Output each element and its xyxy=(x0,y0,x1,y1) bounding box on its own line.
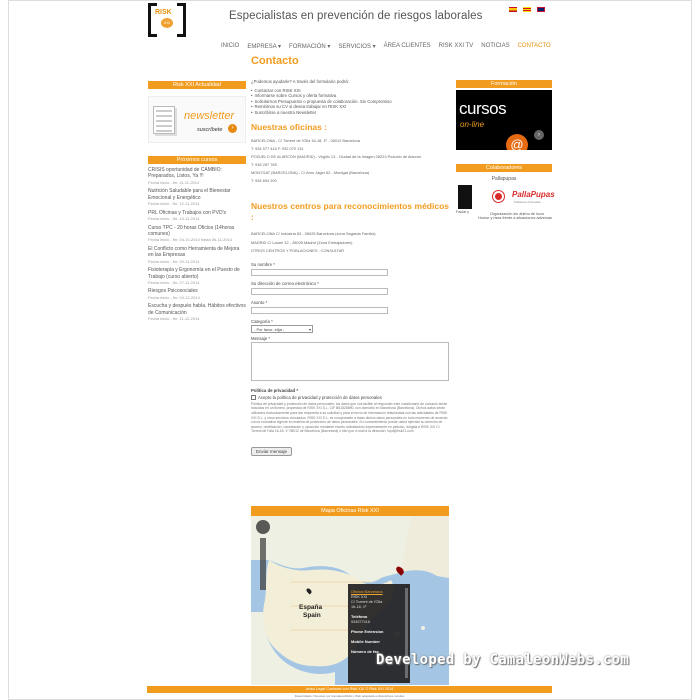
nav-item-inicio[interactable]: INICIO xyxy=(221,43,240,49)
map-pan-control[interactable] xyxy=(256,520,270,534)
nav-item-risk-tv[interactable]: RISK XXI TV xyxy=(438,43,474,49)
collaborator-text: Organización sin ánimo de lucro xyxy=(490,212,545,216)
map-title: Mapa Oficinas Risk XXI xyxy=(251,506,449,516)
popup-mobile-label: Mobile Number xyxy=(351,639,380,645)
language-flags xyxy=(509,7,545,12)
course-item[interactable] xyxy=(148,188,246,206)
course-title[interactable]: PRL Oficinas y Trabajos con PVD's xyxy=(148,209,227,216)
contact-options-list xyxy=(251,88,451,116)
list-item: • Contactar con RISK XXI xyxy=(251,88,451,94)
main-content xyxy=(251,55,451,458)
risk-xxi-logo[interactable] xyxy=(148,3,186,37)
email-label: Su dirección de correo electrónico * xyxy=(251,280,319,286)
map-label-espana: España xyxy=(299,604,323,611)
formacion-title: Formación xyxy=(456,80,552,88)
office-address: MONTGAT (BARCELONA) - C/ Arno Jáger 62 - Montgat (Barcelona) xyxy=(251,170,370,176)
course-date: Fecha inicio - fin: 11-12-2014 xyxy=(148,316,200,322)
left-sidebar xyxy=(148,81,246,322)
course-item[interactable] xyxy=(148,288,246,300)
office-address: POZUELO DE ALARCÓN (MADRID) - Virgilio 13 - Ciudad de la Imagen 28223 Pozuelo de Alarcón xyxy=(251,154,422,160)
intro-text: ¿Podemos ayudarle? A través del formulario podrá: xyxy=(251,79,349,84)
privacy-checkbox[interactable] xyxy=(251,395,256,400)
courses-title: Próximos cursos xyxy=(148,156,246,164)
map-info-popup xyxy=(348,584,410,683)
popup-fax-label: Número de fax xyxy=(351,649,379,655)
name-label: Su nombre * xyxy=(251,261,275,267)
collaborators-title: Colaboradores xyxy=(456,164,552,172)
newsletter-cta: suscríbete xyxy=(197,127,223,133)
online-courses-banner[interactable] xyxy=(456,90,552,150)
medical-center: BARCELONA C/ Indústria 83 - 08025 Barcelona (zona Sagrada Familia) xyxy=(251,231,376,237)
arrow-right-icon: › xyxy=(534,130,544,140)
map-zoom-slider[interactable] xyxy=(260,538,266,590)
list-item: • Suscribirse a nuestra Newsletter xyxy=(251,110,451,116)
map-label-spain: Spain xyxy=(303,612,321,619)
site-title: Especialistas en prevención de riesgos laborales xyxy=(229,10,483,22)
privacy-heading: Política de privacidad * xyxy=(251,387,299,393)
footer-sub: Desarrollado / Develop por CamaleonWebs | Web adaptada a dispositivos móviles xyxy=(294,694,405,698)
office-phone: T. 934 694 200 xyxy=(251,177,277,183)
nav-item-contacto[interactable]: CONTACTO xyxy=(517,43,551,49)
course-title[interactable]: Curso TPC - 20 horas Oficios (14horas comunes) xyxy=(148,224,235,237)
catalan-flag-icon[interactable] xyxy=(523,7,531,12)
email-input[interactable] xyxy=(251,288,388,295)
course-title[interactable]: Escucha y después habla. Hábitos efectivos de Comunicación xyxy=(148,303,246,316)
privacy-text: Política de privacidad y protección de datos personales: los datos que nos facilite al responder este cuestionario de contacto serán incluidos en un fichero, propiedad de RISK XXI S.L. CIF B61828890, con domicilio en Barcelona (Barcelona). Dichos datos serán utilizados exclusivamente para dar respuesta a su solicitud y para el envío de información relacionada con las actividades de RISK XXI S.L. y otros servicios vinculados. RISK XXI S.L. se compromete a tratar dichos datos personales en todo momento de acuerdo con la normativa vigente en materia de protección de datos personales. Su consentimiento puede usted ejercitar su derecho de acceso, rectificación, cancelación y oposición mediante escrito solicitándolo expresamente en petición, dirigida a RISK XXI C/ Torrent de l'olla 16-18, 1º 08012 de Barcelona (Barcelona) o bien por e-mail a la dirección: lopd@risk21.com xyxy=(251,401,448,434)
course-date: Fecha inicio - fin: 12-11-2014 xyxy=(148,201,200,207)
right-sidebar xyxy=(456,80,555,220)
courses-section xyxy=(148,156,246,322)
course-item[interactable] xyxy=(148,225,246,243)
list-item: • Solicitarnos Presupuesto o propuesta de colaboración. Sin Compromiso xyxy=(251,99,451,105)
popup-office-link[interactable]: Oficina Barcelona xyxy=(351,589,383,594)
office-phone: T. 918 287 765 xyxy=(251,161,277,167)
medical-center: OTROS CENTROS Y POBLACIONES : CONSULTAR xyxy=(251,248,345,254)
camaleonwebs-watermark: Developed by CamaleonWebs.com xyxy=(376,652,630,668)
course-item[interactable] xyxy=(148,167,246,185)
course-title[interactable]: El Conflicto como Herramienta de Mejora en las Empresas xyxy=(148,245,240,259)
cursos-word: cursos xyxy=(459,99,507,118)
course-date: Fecha inicio - fin: 13-11-2014 xyxy=(148,216,200,222)
page-title: Contacto xyxy=(251,55,299,67)
newsletter-banner[interactable] xyxy=(148,96,246,143)
course-title[interactable]: Nutrición Saludable para el Bienestar Emocional y Energético xyxy=(148,188,231,201)
popup-phone-label: Teléfono xyxy=(351,614,368,620)
course-title[interactable]: CRISIS oportunidad de CAMBIO: Preparados, Listos, Ya !!! xyxy=(148,167,222,180)
spanish-flag-icon[interactable] xyxy=(509,7,517,12)
list-item: • Remitirnos su CV si desea trabajar en RISK XXI xyxy=(251,104,451,110)
pallapupas-logo-text: PallaPupas xyxy=(512,190,555,199)
course-date: Fecha inicio - fin: 27-11-2014 xyxy=(148,279,200,285)
popup-line: RISK XXI xyxy=(351,594,368,599)
offices-heading: Nuestras oficinas : xyxy=(251,122,328,133)
at-sign-icon: @ xyxy=(506,134,528,150)
nav-item-noticias[interactable]: NOTICIAS xyxy=(481,43,510,49)
logo-sub: XXI xyxy=(161,18,173,28)
popup-line: 16-18, 1º xyxy=(351,604,367,609)
collaborators-section xyxy=(456,164,555,220)
logo-text: RISK xyxy=(155,9,172,16)
nav-item-area-clientes[interactable]: ÁREA CLIENTES xyxy=(383,43,431,49)
category-label: Categoría * xyxy=(251,318,273,324)
message-label: Mensaje * xyxy=(251,335,271,341)
course-title[interactable]: Fisioterapia y Ergonomía en el Puesto de Trabajo (curso abierto) xyxy=(148,267,240,280)
online-word: on-line xyxy=(460,120,485,129)
main-nav xyxy=(221,43,559,50)
office-address: BARCELONA - C/ Torrent de l'Olla 16-18, 1º - 08012 Barcelona xyxy=(251,138,360,144)
course-item[interactable] xyxy=(148,303,246,321)
popup-ext-label: Phone Extension xyxy=(351,629,384,635)
message-textarea[interactable] xyxy=(251,342,449,381)
english-flag-icon[interactable] xyxy=(537,7,545,12)
pallapupas-logo-sub: Pallassos d'hospital xyxy=(514,200,541,204)
privacy-check-label: Acepto la política de privacidad y protección de datos personales xyxy=(258,394,382,400)
contact-form xyxy=(251,262,451,458)
collaborator-text-side: Facial y xyxy=(456,210,470,214)
newsletter-word: newsletter xyxy=(184,110,235,122)
course-item[interactable] xyxy=(148,246,246,264)
medical-center: MADRID C/ Laurel 32 - 28005 Madrid (Zona Embajadores) xyxy=(251,239,353,245)
collaborator-text: Humor y risas frente a situaciones adversas xyxy=(478,216,552,220)
course-item[interactable] xyxy=(148,267,246,285)
course-date: Fecha inicio - fin: 11-11-2014 xyxy=(148,179,200,185)
popup-phone: 934577416 xyxy=(351,620,371,625)
nav-item-formacion[interactable]: FORMACIÓN ▾ xyxy=(289,44,331,50)
clown-nose-icon xyxy=(493,191,504,202)
name-input[interactable] xyxy=(251,269,388,276)
nav-item-empresa[interactable]: EMPRESA ▾ xyxy=(247,44,282,50)
course-title[interactable]: Riesgos Psicosociales xyxy=(148,288,198,295)
arrow-right-icon: › xyxy=(228,124,237,133)
office-phone: T. 934 577 416 F. 932 070 131 xyxy=(251,145,304,151)
course-item[interactable] xyxy=(148,210,246,222)
subject-input[interactable] xyxy=(251,307,388,314)
course-date: Fecha inicio - fin: 04-12-2014 xyxy=(148,294,200,300)
course-date: Fecha inicio - fin: 20-11-2014 xyxy=(148,258,200,264)
chevron-down-icon: ▾ xyxy=(308,326,311,332)
nav-item-servicios[interactable]: SERVICIOS ▾ xyxy=(338,44,376,50)
list-item: • Informarse sobre Cursos y oferta formativa xyxy=(251,93,451,99)
course-date: Fecha inicio - fin: 04-10-2014 hasta 06-11-2014 xyxy=(148,237,232,243)
collaborator-name: Pallapupas xyxy=(491,176,517,182)
collaborator-photo xyxy=(458,185,472,209)
pallapupas-logo[interactable] xyxy=(456,187,555,209)
subject-label: Asunto * xyxy=(251,299,268,305)
newsletter-paper-icon xyxy=(153,106,175,134)
actualidad-title: Risk XXI Actualidad xyxy=(148,81,246,89)
category-select[interactable] xyxy=(251,325,313,333)
popup-line: C/ Torrent de l'Olla xyxy=(351,599,383,604)
medical-heading: Nuestros centros para reconocimientos médicos : xyxy=(251,201,449,223)
category-value: - Por favor, elija - xyxy=(254,326,285,332)
footer-bar[interactable]: Aviso Legal Contacte con Risk XXI © Risk XXI 2014 xyxy=(147,686,552,693)
send-button[interactable]: Enviar mensaje xyxy=(251,447,292,456)
